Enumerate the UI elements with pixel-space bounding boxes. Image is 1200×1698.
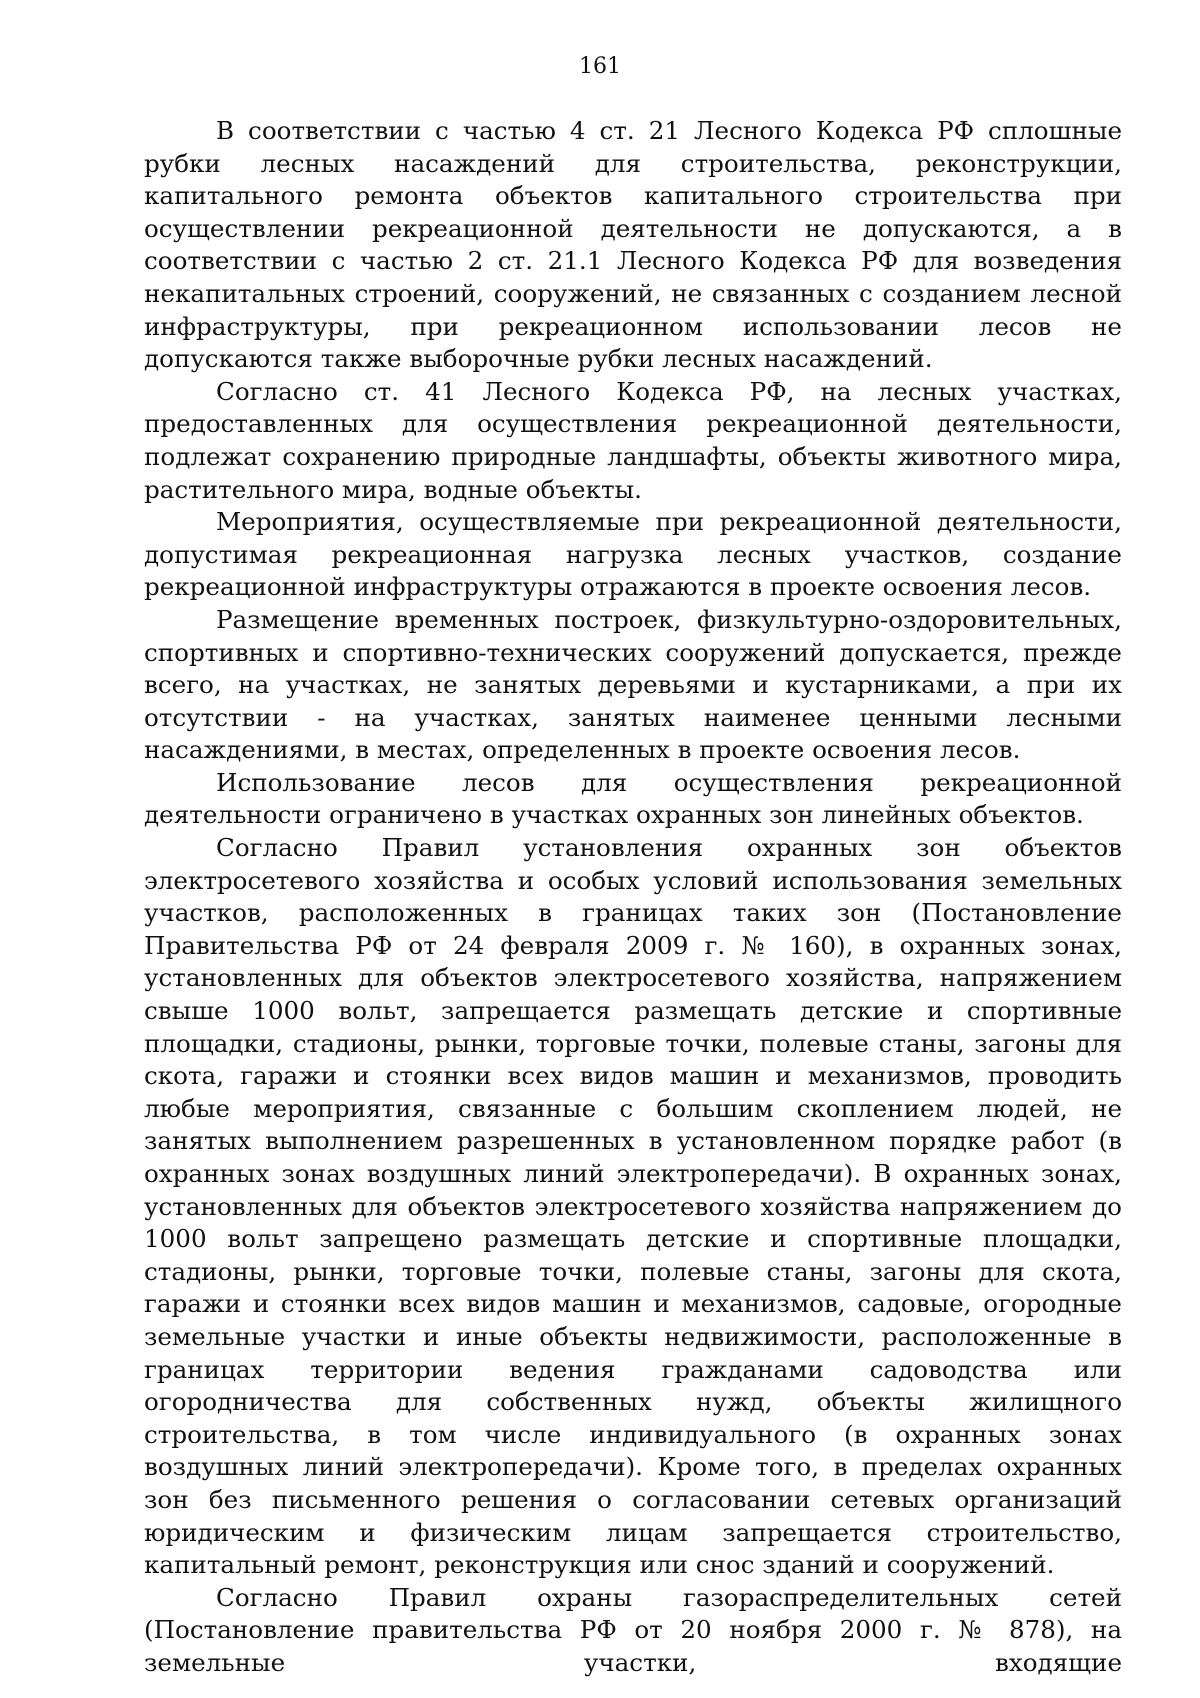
document-body [144, 115, 1122, 1680]
paragraph-temporary-buildings: Размещение временных построек, физкультурно-оздоровительных, спортивных и спортивно-технических сооружений допускается, прежде всего, на участках, не занятых деревьями и кустарниками, а при их отсутствии - на участках, занятых наименее ценными лесными насаждениями, в местах, определенных в проекте освоения лесов. [144, 604, 1122, 765]
page-number: 161 [579, 54, 621, 79]
paragraph-gas-distribution-rules: Согласно Правил охраны газораспределительных сетей (Постановление правительства РФ от 20 ноября 2000 г. № 878), на земельные участки, входящие [144, 1582, 1122, 1677]
paragraph-electric-grid-zones: Согласно Правил установления охранных зон объектов электросетевого хозяйства и особых условий использования земельных участков, расположенных в границах таких зон (Постановление Правительства РФ от 24 февраля 2009 г. № 160), в охранных зонах, установленных для объектов электросетевого хозяйства, напряжением свыше 1000 вольт, запрещается размещать детские и спортивные площадки, стадионы, рынки, торговые точки, полевые станы, загоны для скота, гаражи и стоянки всех видов машин и механизмов, проводить любые мероприятия, связанные с большим скоплением людей, не занятых выполнением разрешенных в установленном порядке работ (в охранных зонах воздушных линий электропередачи). В охранных зонах, установленных для объектов электросетевого хозяйства напряжением до 1000 вольт запрещено размещать детские и спортивные площадки, стадионы, рынки, торговые точки, полевые станы, загоны для скота, гаражи и стоянки всех видов машин и механизмов, садовые, огородные земельные участки и иные объекты недвижимости, расположенные в границах территории ведения гражданами садоводства или огородничества для собственных нужд, объекты жилищного строительства, в том числе индивидуального (в охранных зонах воздушных линий электропередачи). Кроме того, в пределах охранных зон без письменного решения о согласовании сетевых организаций юридическим и физическим лицам запрещается строительство, капитальный ремонт, реконструкция или снос зданий и сооружений. [144, 833, 1122, 1580]
paragraph-forest-code-art-41: Согласно ст. 41 Лесного Кодекса РФ, на лесных участках, предоставленных для осуществления рекреационной деятельности, подлежат сохранению природные ландшафты, объекты животного мира, растительного мира, водные объекты. [144, 376, 1122, 504]
paragraph-forest-code-art-21: В соответствии с частью 4 ст. 21 Лесного Кодекса РФ сплошные рубки лесных насаждений для строительства, реконструкции, капитального ремонта объектов капитального строительства при осуществлении рекреационной деятельности не допускаются, а в соответствии с частью 2 ст. 21.1 Лесного Кодекса РФ для возведения некапитальных строений, сооружений, не связанных с созданием лесной инфраструктуры, при рекреационном использовании лесов не допускаются также выборочные рубки лесных насаждений. [144, 116, 1122, 374]
paragraph-recreational-activities: Мероприятия, осуществляемые при рекреационной деятельности, допустимая рекреационная нагрузка лесных участков, создание рекреационной инфраструктуры отражаются в проекте освоения лесов. [144, 507, 1122, 602]
paragraph-linear-objects-zones: Использование лесов для осуществления рекреационной деятельности ограничено в участках охранных зон линейных объектов. [144, 767, 1122, 830]
